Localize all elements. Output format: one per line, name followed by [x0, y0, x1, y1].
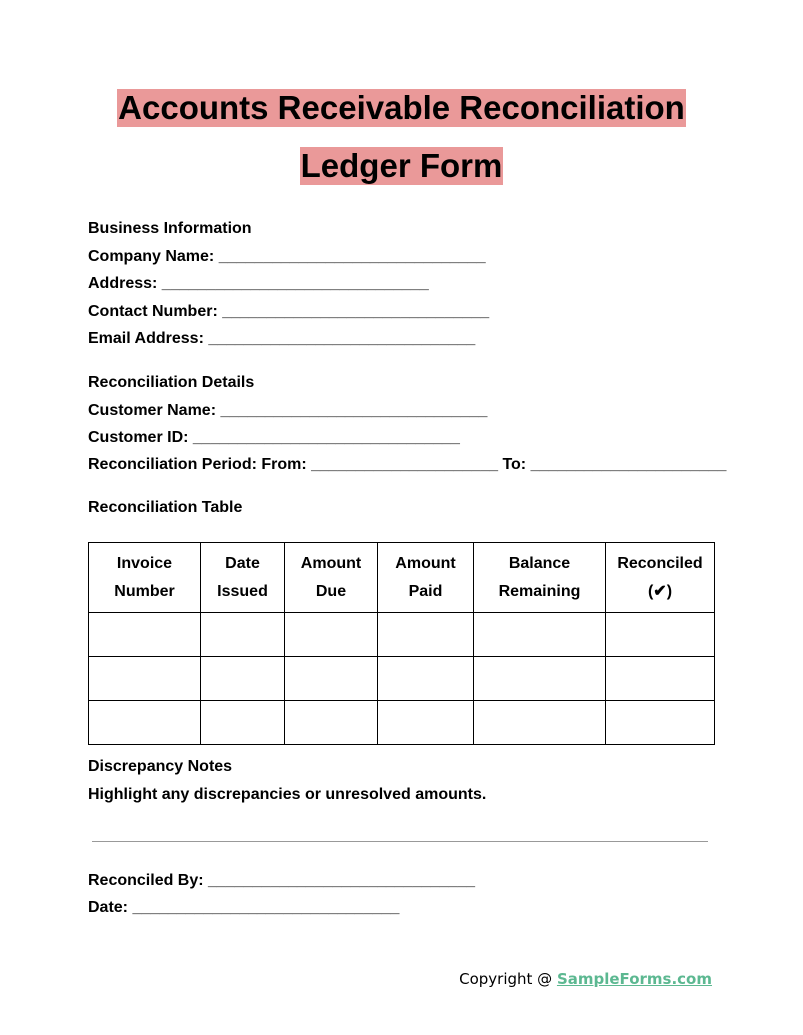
table-cell[interactable] — [285, 701, 378, 745]
page-title-line-2: Ledger Form — [300, 147, 503, 184]
reconciled-by-field: Reconciled By: ______________________________ — [88, 872, 475, 889]
table-cell[interactable] — [89, 701, 201, 745]
date-field: Date: ______________________________ — [88, 899, 400, 916]
discrepancy-notes-heading: Discrepancy Notes — [88, 758, 233, 775]
table-cell[interactable] — [606, 657, 715, 701]
table-cell[interactable] — [285, 613, 378, 657]
company-name-field: Company Name: ______________________________ — [88, 248, 486, 265]
table-cell[interactable] — [89, 613, 201, 657]
column-header: Date Issued — [201, 543, 285, 613]
table-row — [89, 657, 715, 701]
title-line-2-wrap — [0, 147, 803, 185]
table-row — [89, 613, 715, 657]
discrepancy-notes-instruction: Highlight any discrepancies or unresolved amounts. — [88, 786, 487, 803]
reconciliation-table — [88, 542, 715, 745]
reconciliation-period-field: Reconciliation Period: From: _____________________ To: ______________________ — [88, 456, 727, 473]
business-heading: Business Information — [88, 220, 252, 237]
notes-writing-line[interactable] — [92, 841, 708, 842]
brand-link[interactable]: SampleForms.com — [556, 970, 712, 988]
address-field: Address: ______________________________ — [88, 275, 429, 292]
table-cell[interactable] — [606, 701, 715, 745]
copyright-footer — [459, 970, 712, 988]
table-cell[interactable] — [474, 657, 606, 701]
table-cell[interactable] — [378, 701, 474, 745]
column-header: Reconciled (✔) — [606, 543, 715, 613]
table-cell[interactable] — [201, 613, 285, 657]
page-title-line-1: Accounts Receivable Reconciliation — [118, 89, 685, 126]
column-header: Balance Remaining — [474, 543, 606, 613]
table-row — [89, 701, 715, 745]
column-header: Amount Due — [285, 543, 378, 613]
table-cell[interactable] — [378, 613, 474, 657]
copyright-label: Copyright @ — [459, 970, 557, 988]
table-header-row — [89, 543, 715, 613]
table-cell[interactable] — [474, 701, 606, 745]
table-cell[interactable] — [474, 613, 606, 657]
reconciliation-details-heading: Reconciliation Details — [88, 374, 255, 391]
table-cell[interactable] — [606, 613, 715, 657]
email-address-field: Email Address: ______________________________ — [88, 330, 476, 347]
table-cell[interactable] — [378, 657, 474, 701]
title-line-1-wrap — [0, 89, 803, 127]
customer-id-field: Customer ID: ______________________________ — [88, 429, 460, 446]
table-cell[interactable] — [201, 701, 285, 745]
reconciliation-table-heading: Reconciliation Table — [88, 499, 243, 516]
contact-number-field: Contact Number: ______________________________ — [88, 303, 490, 320]
customer-name-field: Customer Name: ______________________________ — [88, 402, 488, 419]
table-cell[interactable] — [285, 657, 378, 701]
table-cell[interactable] — [201, 657, 285, 701]
column-header: Invoice Number — [89, 543, 201, 613]
table-cell[interactable] — [89, 657, 201, 701]
column-header: Amount Paid — [378, 543, 474, 613]
